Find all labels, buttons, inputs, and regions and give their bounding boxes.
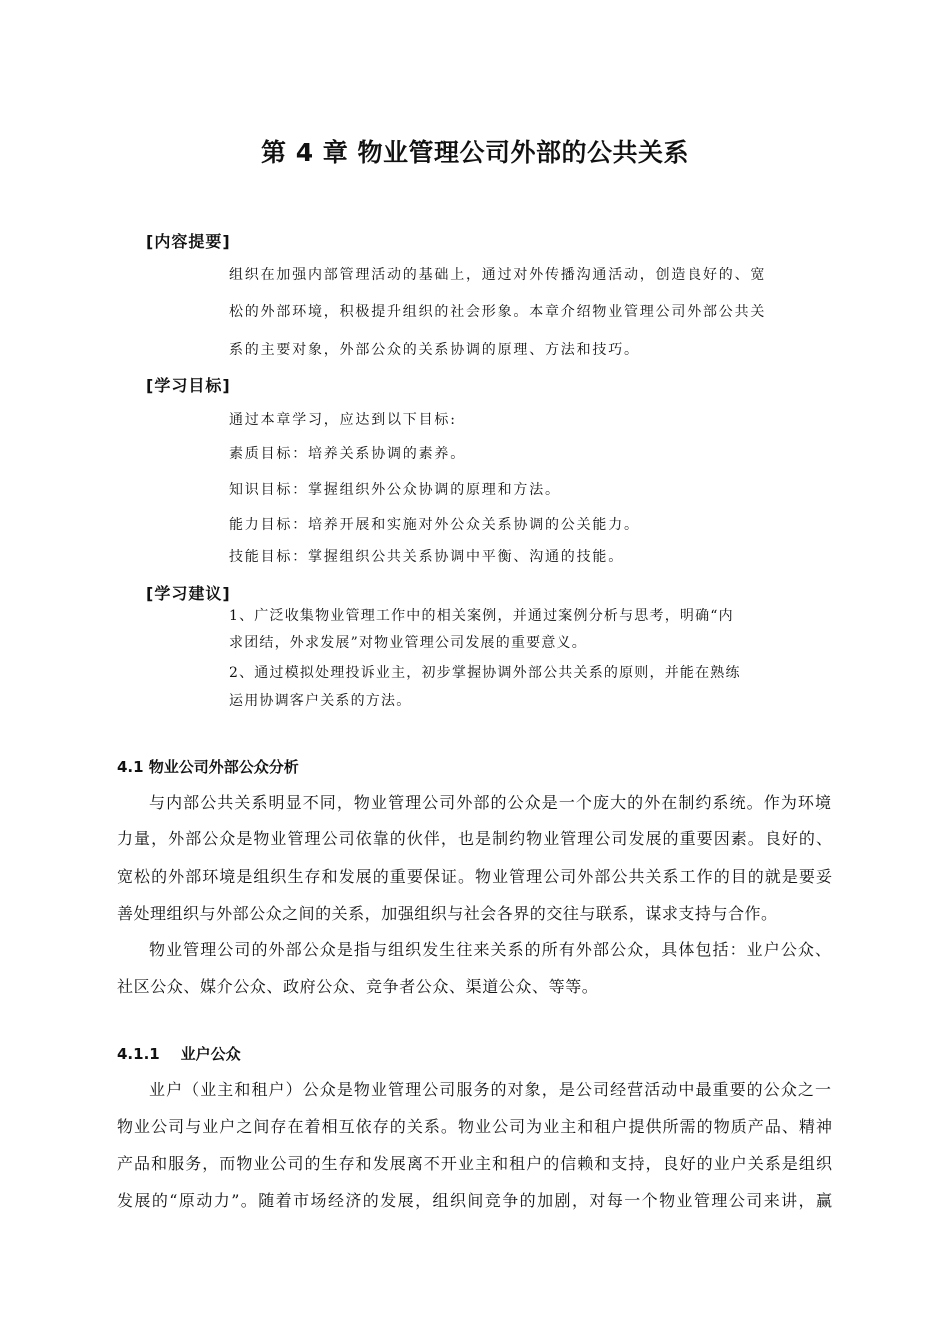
suggestions-line: 2、通过模拟处理投诉业主，初步掌握协调外部公共关系的原则，并能在熟练	[229, 665, 741, 681]
chapter-title: 第 4 章 物业管理公司外部的公共关系	[260, 138, 689, 167]
paragraph-line: 发展的“原动力”。随着市场经济的发展，组织间竞争的加剧，对每一个物业管理公司来讲，赢	[117, 1191, 832, 1210]
paragraph-line: 宽松的外部环境是组织生存和发展的重要保证。物业管理公司外部公共关系工作的目的就是要妥	[117, 867, 832, 886]
suggestions-line: 运用协调客户关系的方法。	[229, 693, 412, 709]
paragraph-line: 与内部公共关系明显不同，物业管理公司外部的公众是一个庞大的外在制约系统。作为环境	[149, 793, 831, 812]
summary-line: 系的主要对象，外部公众的关系协调的原理、方法和技巧。	[229, 342, 640, 358]
summary-line: 松的外部环境，积极提升组织的社会形象。本章介绍物业管理公司外部公共关	[229, 304, 767, 320]
section-4-1-1-heading: 4.1.1 业户公众	[117, 1045, 241, 1063]
paragraph-line: 物业公司与业户之间存在着相互依存的关系。物业公司为业主和租户提供所需的物质产品、精神	[117, 1117, 832, 1136]
paragraph-line: 业户（业主和租户）公众是物业管理公司服务的对象，是公司经营活动中最重要的公众之一	[149, 1080, 831, 1099]
goals-line: 能力目标：培养开展和实施对外公众关系协调的公关能力。	[229, 517, 640, 533]
suggestions-line: 求团结，外求发展”对物业管理公司发展的重要意义。	[229, 635, 587, 651]
suggestions-line: 1、广泛收集物业管理工作中的相关案例，并通过案例分析与思考，明确“内	[229, 608, 734, 624]
goals-line: 素质目标：培养关系协调的素养。	[229, 446, 466, 462]
paragraph-line: 社区公众、媒介公众、政府公众、竞争者公众、渠道公众、等等。	[117, 977, 599, 996]
goals-line: 通过本章学习，应达到以下目标:	[229, 412, 457, 428]
summary-heading: [内容提要]	[146, 232, 231, 251]
suggestions-heading: [学习建议]	[146, 584, 231, 603]
paragraph-line: 力量，外部公众是物业管理公司依靠的伙伴，也是制约物业管理公司发展的重要因素。良好的、	[117, 829, 832, 848]
paragraph-line: 物业管理公司的外部公众是指与组织发生往来关系的所有外部公众，具体包括：业户公众、	[149, 940, 831, 959]
goals-line: 知识目标：掌握组织外公众协调的原理和方法。	[229, 482, 561, 498]
summary-line: 组织在加强内部管理活动的基础上，通过对外传播沟通活动，创造良好的、宽	[229, 267, 767, 283]
section-4-1-heading: 4.1 物业公司外部公众分析	[117, 758, 299, 776]
goals-line: 技能目标：掌握组织公共关系协调中平衡、沟通的技能。	[229, 549, 624, 565]
goals-heading: [学习目标]	[146, 376, 231, 395]
paragraph-line: 善处理组织与外部公众之间的关系，加强组织与社会各界的交往与联系，谋求支持与合作。	[117, 904, 777, 923]
paragraph-line: 产品和服务，而物业公司的生存和发展离不开业主和租户的信赖和支持，良好的业户关系是组织	[117, 1154, 832, 1173]
